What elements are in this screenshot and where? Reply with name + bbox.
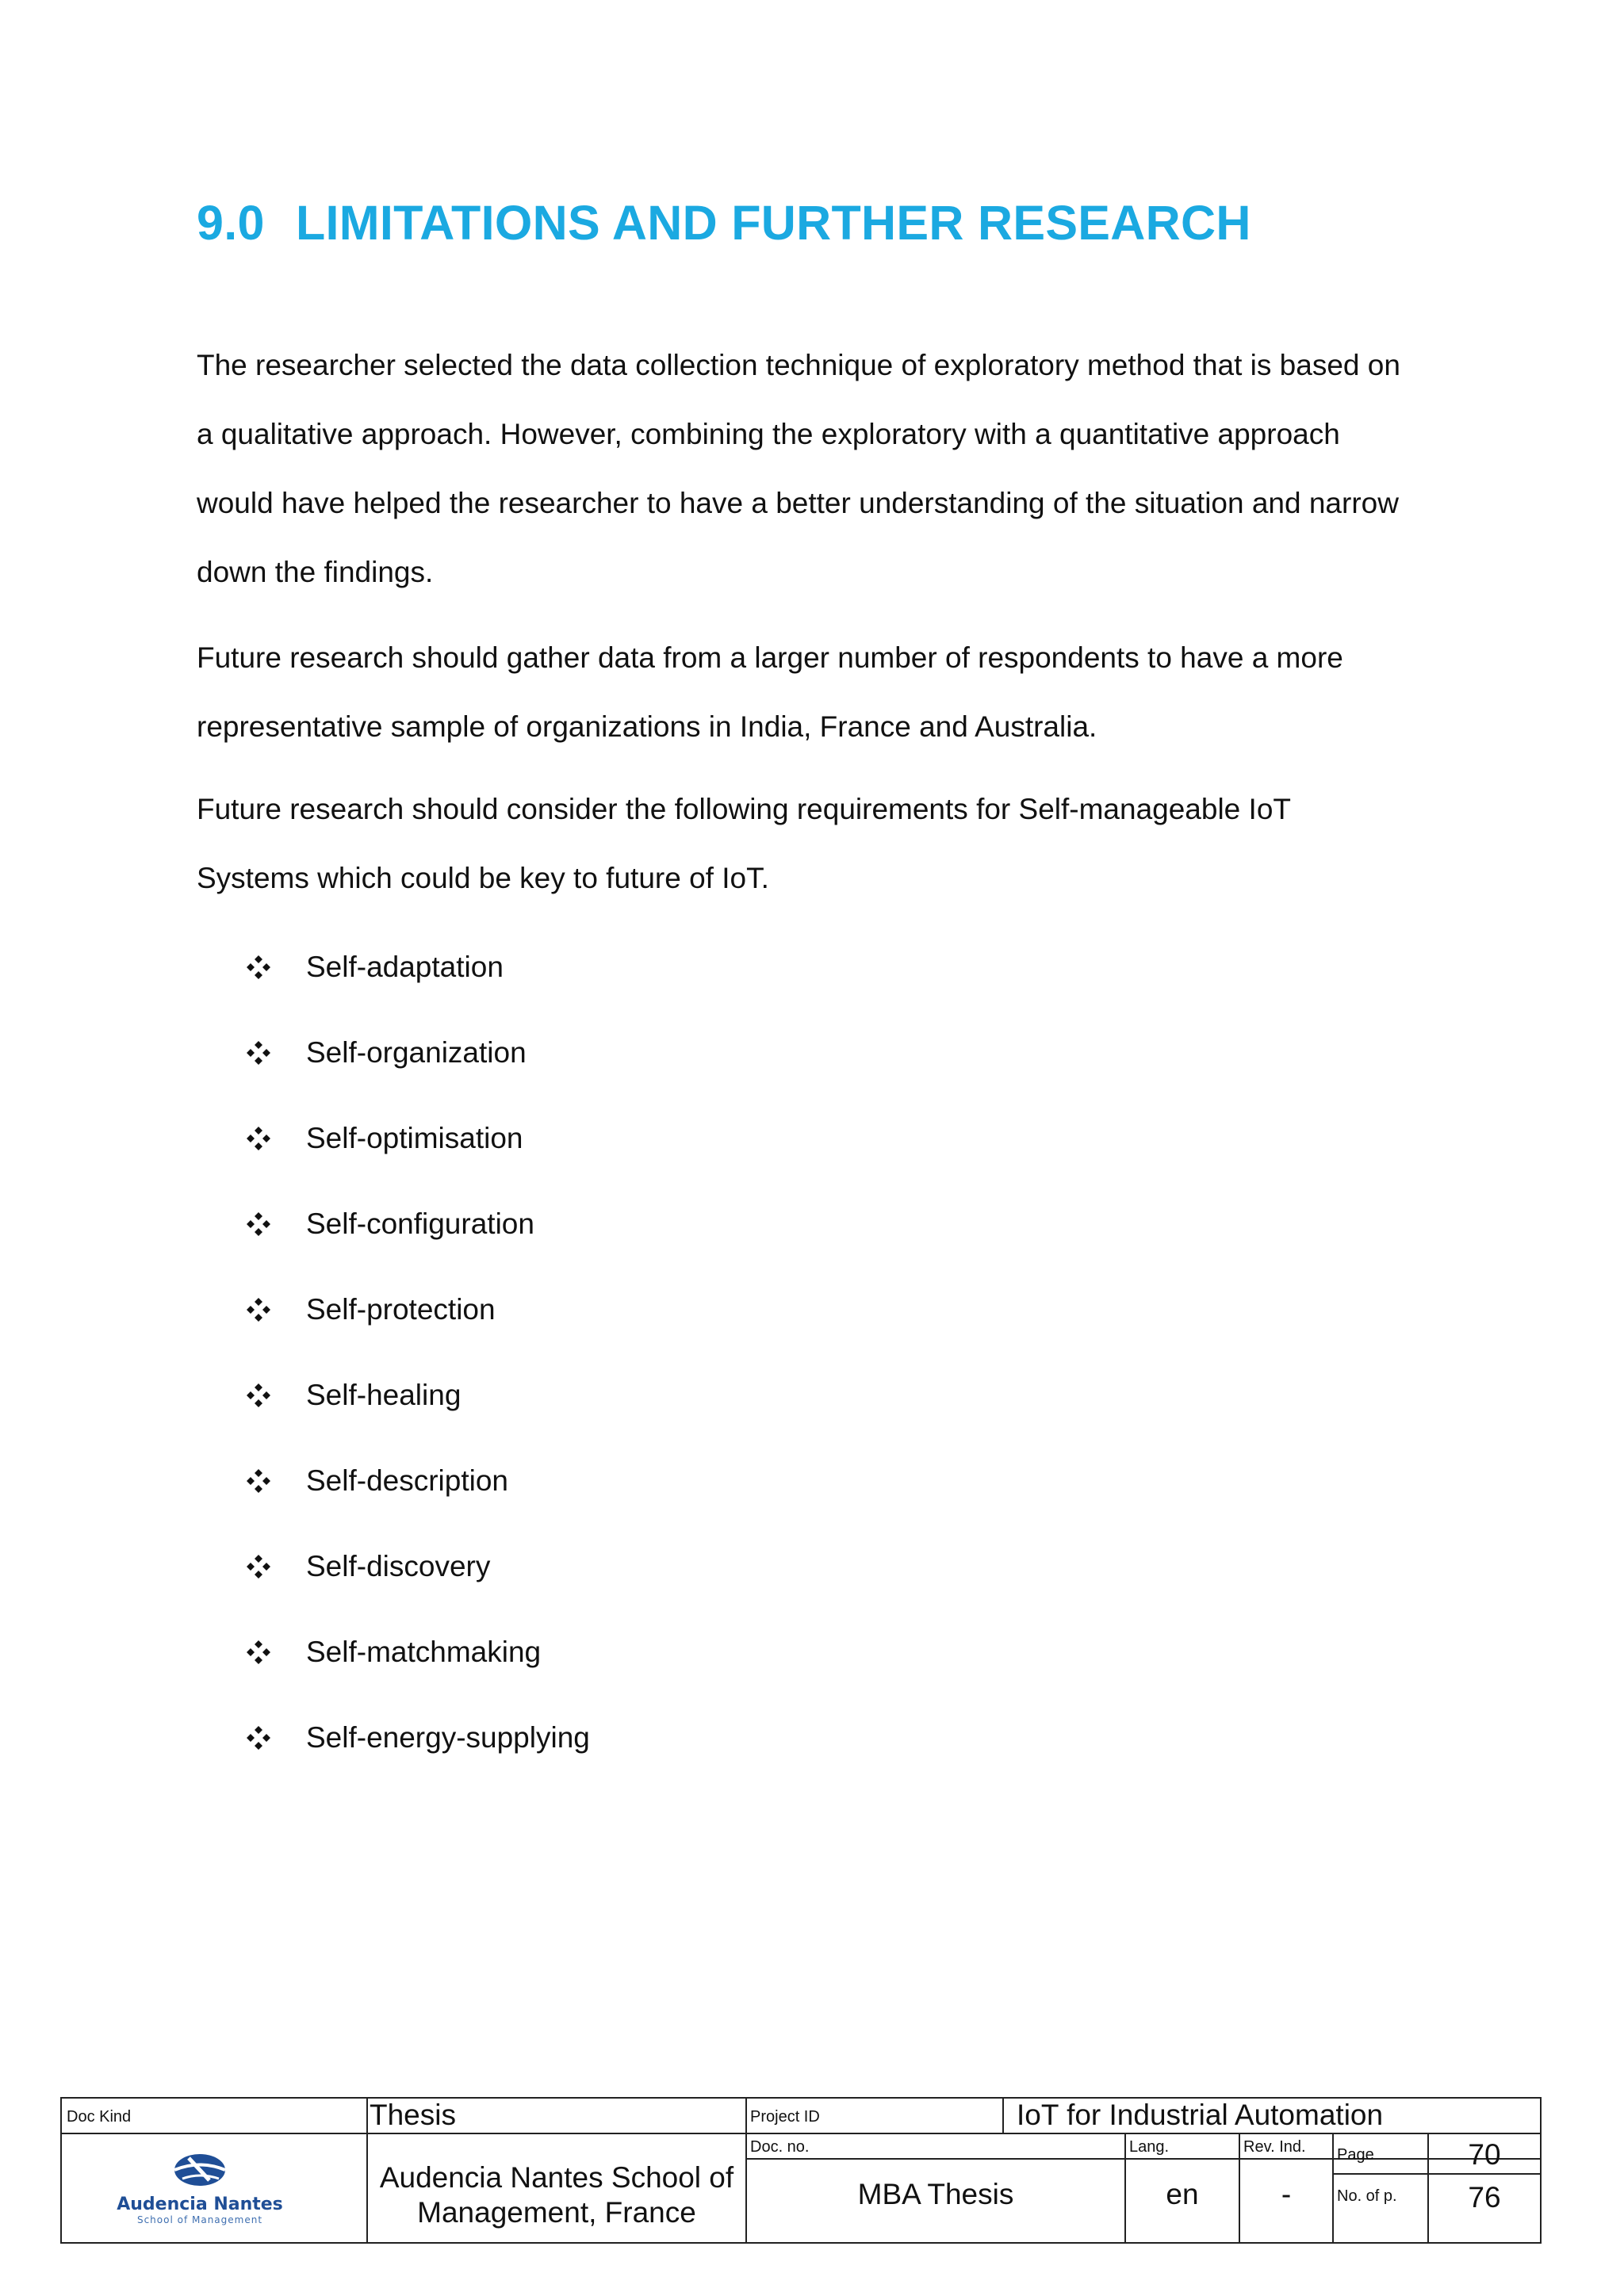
project-id-label: Project ID <box>750 2108 820 2126</box>
diamond-bullet-icon <box>246 1040 271 1066</box>
logo-tagline: School of Management <box>136 2214 263 2225</box>
list-item <box>246 1192 590 1278</box>
diamond-bullet-icon <box>246 1468 271 1494</box>
list-item <box>246 936 590 1021</box>
number-of-pages-value: 76 <box>1468 2181 1501 2214</box>
rev-value: - <box>1281 2178 1292 2210</box>
paragraph-line: down the findings. <box>197 556 434 588</box>
organization-line: Management, France <box>417 2196 696 2229</box>
section-title: LIMITATIONS AND FURTHER RESEARCH <box>296 196 1251 250</box>
paragraph-line: would have helped the researcher to have a better understanding of the situation and narrow <box>197 487 1399 519</box>
list-item-label: Self-optimisation <box>306 1122 523 1154</box>
list-item-label: Self-healing <box>306 1379 462 1411</box>
logo-name: Audencia Nantes <box>117 2195 283 2214</box>
project-id-value: IoT for Industrial Automation <box>1017 2099 1384 2131</box>
organization-name <box>368 2160 745 2230</box>
number-of-pages-label: No. of p. <box>1337 2187 1397 2205</box>
section-heading <box>197 195 1251 251</box>
diamond-bullet-icon <box>246 1640 271 1665</box>
diamond-bullet-icon <box>246 1725 271 1751</box>
diamond-bullet-icon <box>246 1126 271 1151</box>
list-item-label: Self-matchmaking <box>306 1636 542 1668</box>
list-item <box>246 1621 590 1706</box>
paragraph-line: Future research should consider the following requirements for Self-manageable IoT <box>197 793 1292 825</box>
list-item-label: Self-discovery <box>306 1550 491 1582</box>
diamond-bullet-icon <box>246 1554 271 1579</box>
diamond-bullet-icon <box>246 1297 271 1322</box>
paragraph-future-sample <box>197 623 1450 761</box>
list-item-label: Self-configuration <box>306 1207 534 1240</box>
list-item <box>246 1107 590 1192</box>
list-item-label: Self-description <box>306 1464 509 1497</box>
paragraph-future-requirements <box>197 775 1450 913</box>
doc-no-label: Doc. no. <box>750 2138 810 2156</box>
section-number: 9.0 <box>197 196 265 250</box>
lang-value: en <box>1166 2178 1199 2210</box>
doc-kind-value: Thesis <box>370 2099 456 2131</box>
list-item <box>246 1706 590 1792</box>
diamond-bullet-icon <box>246 955 271 980</box>
page-value: 70 <box>1468 2138 1501 2171</box>
list-item <box>246 1021 590 1107</box>
paragraph-line: representative sample of organizations in India, France and Australia. <box>197 710 1097 743</box>
paragraph-line: a qualitative approach. However, combining the exploratory with a quantitative approach <box>197 418 1340 450</box>
document-title-block <box>60 2097 1542 2244</box>
list-item <box>246 1364 590 1449</box>
paragraph-line: The researcher selected the data collection technique of exploratory method that is based on <box>197 349 1400 381</box>
lang-label: Lang. <box>1129 2138 1170 2156</box>
list-item <box>246 1535 590 1621</box>
doc-no-value: MBA Thesis <box>857 2178 1014 2210</box>
rev-label: Rev. Ind. <box>1243 2138 1306 2156</box>
list-item <box>246 1278 590 1364</box>
list-item-label: Self-adaptation <box>306 951 504 983</box>
requirements-list <box>246 936 590 1792</box>
doc-kind-label: Doc Kind <box>67 2108 132 2126</box>
paragraph-method <box>197 331 1450 607</box>
list-item-label: Self-energy-supplying <box>306 1721 590 1754</box>
diamond-bullet-icon <box>246 1383 271 1408</box>
audencia-logo <box>62 2134 366 2242</box>
paragraph-line: Future research should gather data from a larger number of respondents to have a more <box>197 641 1343 674</box>
list-item <box>246 1449 590 1535</box>
list-item-label: Self-organization <box>306 1036 527 1069</box>
page-label: Page <box>1337 2146 1374 2164</box>
audencia-logo-icon <box>62 2134 366 2242</box>
organization-line: Audencia Nantes School of <box>379 2161 734 2194</box>
diamond-bullet-icon <box>246 1211 271 1237</box>
list-item-label: Self-protection <box>306 1293 496 1326</box>
paragraph-line: Systems which could be key to future of IoT. <box>197 862 769 894</box>
